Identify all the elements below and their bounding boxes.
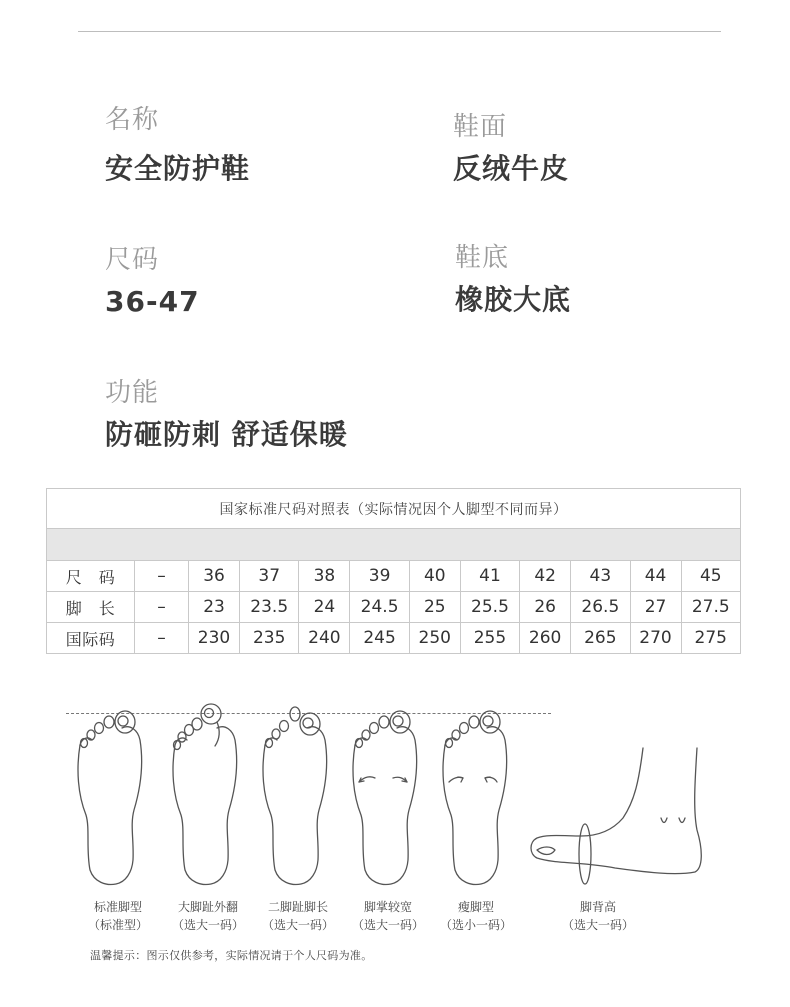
foot-type-wide-label: 脚掌较宽 （选大一码） <box>351 900 424 932</box>
foot-types-illustration <box>60 700 730 895</box>
foot-type-second-toe-label: 二脚趾脚长 （选大一码） <box>261 900 334 932</box>
table-cell: 24.5 <box>350 592 409 623</box>
spec-function <box>105 380 348 449</box>
table-cell: 230 <box>189 623 240 654</box>
table-caption-row <box>47 489 741 529</box>
table-cell: 40 <box>409 561 460 592</box>
table-cell: 26 <box>520 592 571 623</box>
table-row-foot-length <box>47 592 741 623</box>
spec-label: 名称 <box>105 105 160 135</box>
table-cell: 275 <box>681 623 740 654</box>
table-row-intl-size <box>47 623 741 654</box>
size-tip-note: 温馨提示：图示仅供参考，实际情况请于个人尺码为准。 <box>90 949 373 962</box>
table-cell: 27.5 <box>681 592 740 623</box>
row-dash: – <box>135 561 189 592</box>
table-caption: 国家标准尺码对照表（实际情况因个人脚型不同而异） <box>47 489 741 529</box>
table-cell: 260 <box>520 623 571 654</box>
table-cell: 27 <box>630 592 681 623</box>
spec-value: 反绒牛皮 <box>453 152 570 185</box>
spec-sole <box>455 245 571 314</box>
spec-value: 防砸防刺 舒适保暖 <box>105 418 348 451</box>
spec-value: 橡胶大底 <box>455 283 572 316</box>
table-cell: 45 <box>681 561 740 592</box>
row-header: 尺 码 <box>47 561 135 592</box>
top-divider <box>78 31 721 32</box>
table-cell: 41 <box>460 561 519 592</box>
foot-bunion-icon <box>173 704 237 884</box>
table-row-size <box>47 561 741 592</box>
size-chart-table <box>46 488 741 654</box>
table-cell: 240 <box>299 623 350 654</box>
spec-size <box>105 247 200 316</box>
table-cell: 235 <box>240 623 299 654</box>
table-cell: 44 <box>630 561 681 592</box>
foot-type-standard-label: 标准脚型 （标准型） <box>87 900 148 932</box>
spec-label: 鞋底 <box>455 243 510 273</box>
table-cell: 23 <box>189 592 240 623</box>
table-cell: 245 <box>350 623 409 654</box>
table-cell: 37 <box>240 561 299 592</box>
table-cell: 38 <box>299 561 350 592</box>
row-dash: – <box>135 623 189 654</box>
table-cell: 255 <box>460 623 519 654</box>
spec-value: 安全防护鞋 <box>105 152 251 185</box>
spec-label: 功能 <box>105 378 160 408</box>
foot-standard-icon <box>78 711 142 884</box>
table-cell: 250 <box>409 623 460 654</box>
spec-label: 尺码 <box>105 245 160 275</box>
table-cell: 23.5 <box>240 592 299 623</box>
foot-type-bunion-label: 大脚趾外翻 （选大一码） <box>171 900 244 932</box>
table-cell: 39 <box>350 561 409 592</box>
table-cell: 270 <box>630 623 681 654</box>
table-cell: 25.5 <box>460 592 519 623</box>
table-cell: 24 <box>299 592 350 623</box>
spec-value: 36-47 <box>105 285 200 318</box>
table-cell: 265 <box>571 623 630 654</box>
table-cell: 36 <box>189 561 240 592</box>
foot-type-narrow-label: 瘦脚型 （选小一码） <box>439 900 512 932</box>
row-header: 脚 长 <box>47 592 135 623</box>
table-cell: 25 <box>409 592 460 623</box>
row-header: 国际码 <box>47 623 135 654</box>
foot-wide-icon <box>353 711 417 884</box>
row-dash: – <box>135 592 189 623</box>
foot-type-high-instep-label: 脚背高 （选大一码） <box>561 900 634 932</box>
spec-upper <box>453 114 569 183</box>
table-cell: 43 <box>571 561 630 592</box>
spec-name <box>105 107 250 183</box>
foot-narrow-icon <box>443 711 507 884</box>
table-cell: 42 <box>520 561 571 592</box>
foot-second-toe-long-icon <box>263 707 327 884</box>
spec-label: 鞋面 <box>453 112 508 142</box>
table-cell: 26.5 <box>571 592 630 623</box>
foot-high-instep-icon <box>531 748 701 884</box>
table-band-row <box>47 529 741 561</box>
